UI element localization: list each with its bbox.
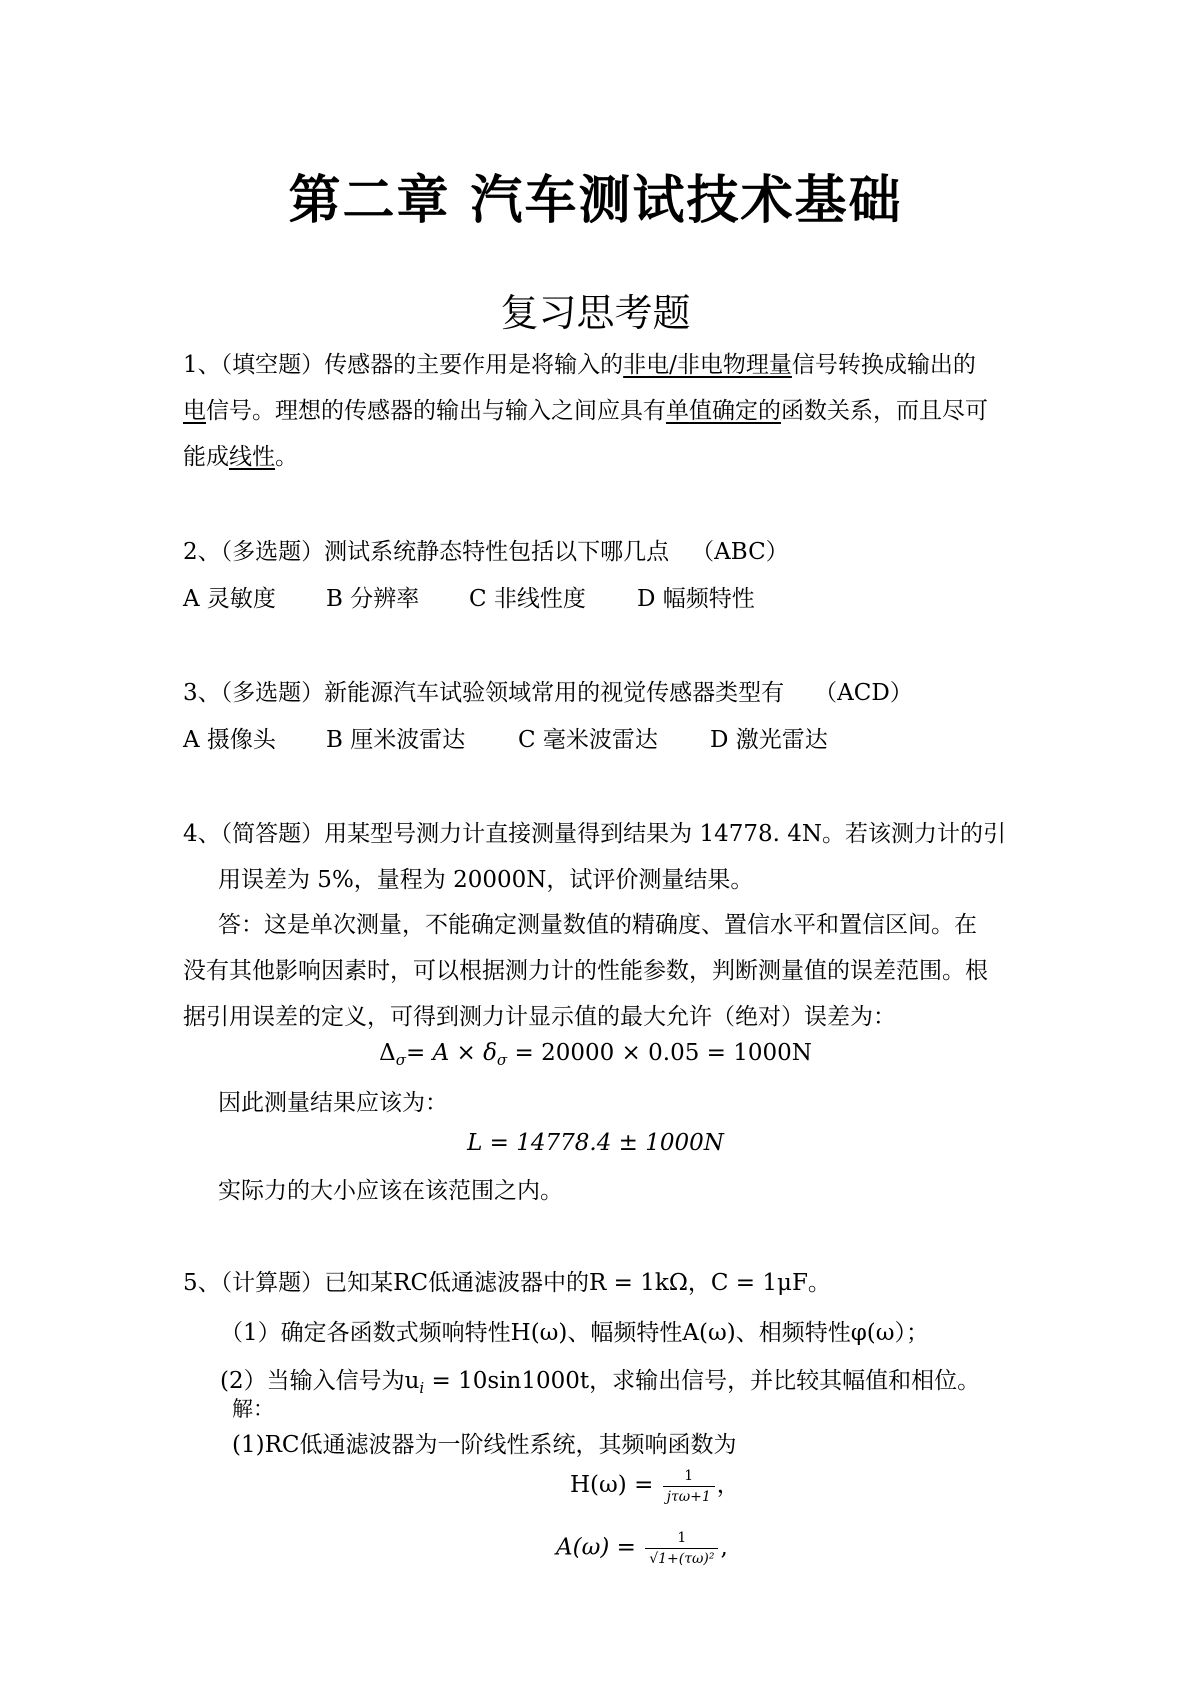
q3-option-b: B 厘米波雷达 bbox=[326, 727, 466, 753]
eq-h-tail: ， bbox=[716, 1472, 740, 1498]
eq-delta: Δ bbox=[379, 1040, 396, 1066]
q1-text: 信号。理想的传感器的输出与输入之间应具有 bbox=[206, 398, 666, 424]
eq-h-left: H(ω) = bbox=[570, 1472, 661, 1498]
q4-equation-1 bbox=[0, 1040, 1191, 1069]
chapter-title: 第二章 汽车测试技术基础 bbox=[288, 171, 903, 231]
q3-option-a: A 摄像头 bbox=[183, 727, 276, 753]
q5-text: (2）当输入信号为u bbox=[220, 1368, 420, 1394]
q1-text: 。 bbox=[275, 444, 298, 470]
q2-option-d: D 幅频特性 bbox=[637, 586, 755, 612]
eq-middle: = A × δ bbox=[405, 1040, 497, 1066]
eq-rest: = 20000 × 0.05 = 1000N bbox=[507, 1040, 812, 1066]
q5-solution-label: 解： bbox=[232, 1397, 274, 1421]
q4-answer-4: 因此测量结果应该为： bbox=[218, 1090, 448, 1116]
q1-blank-2: 电 bbox=[183, 398, 206, 424]
q3-option-d: D 激光雷达 bbox=[710, 727, 828, 753]
q2-options bbox=[183, 580, 755, 613]
eq-a-tail: , bbox=[720, 1534, 728, 1561]
q1-blank-4: 线性 bbox=[229, 444, 275, 470]
eq-a-numerator: 1 bbox=[645, 1530, 718, 1549]
q1-blank-3: 单值确定的 bbox=[666, 398, 781, 424]
q3-stem-text: 3、（多选题）新能源汽车试验领域常用的视觉传感器类型有 bbox=[183, 680, 785, 706]
q5-line-5: (1)RC低通滤波器为一阶线性系统，其频响函数为 bbox=[232, 1432, 737, 1458]
q4-answer-2: 没有其他影响因素时，可以根据测力计的性能参数，判断测量值的误差范围。根 bbox=[183, 958, 988, 984]
q4-answer-3: 据引用误差的定义，可得到测力计显示值的最大允许（绝对）误差为： bbox=[183, 1004, 896, 1030]
q2-stem-text: 2、（多选题）测试系统静态特性包括以下哪几点 bbox=[183, 539, 670, 565]
q1-line-2 bbox=[183, 392, 988, 425]
q3-options bbox=[183, 721, 828, 754]
q4-answer-5: 实际力的大小应该在该范围之内。 bbox=[218, 1178, 563, 1204]
q1-text: 信号转换成输出的 bbox=[791, 352, 976, 378]
q2-option-b: B 分辨率 bbox=[326, 586, 420, 612]
q5-line-1: 5、（计算题）已知某RC低通滤波器中的R = 1kΩ，C = 1μF。 bbox=[183, 1270, 831, 1296]
eq-h-numerator: 1 bbox=[663, 1468, 715, 1487]
q4-line-2: 用误差为 5%，量程为 20000N，试评价测量结果。 bbox=[218, 867, 754, 893]
q2-option-a: A 灵敏度 bbox=[183, 586, 276, 612]
eq-a-denominator: √1+(τω)² bbox=[649, 1551, 715, 1567]
q1-text: 函数关系，而且尽可 bbox=[781, 398, 988, 424]
q5-equation-a bbox=[556, 1530, 728, 1567]
q5-equation-h bbox=[570, 1466, 740, 1505]
eq-a-left: A(ω) = bbox=[556, 1534, 644, 1561]
q1-text: 能成 bbox=[183, 444, 229, 470]
q1-text: 1、（填空题）传感器的主要作用是将输入的 bbox=[183, 352, 624, 378]
q5-line-2: （1）确定各函数式频响特性H(ω)、幅频特性A(ω)、相频特性φ(ω）； bbox=[220, 1320, 930, 1346]
eq-h-fraction bbox=[663, 1468, 715, 1505]
q4-answer-1: 答：这是单次测量，不能确定测量数值的精确度、置信水平和置信区间。在 bbox=[218, 912, 977, 938]
section-subtitle: 复习思考题 bbox=[500, 291, 691, 335]
q3-option-c: C 毫米波雷达 bbox=[518, 727, 658, 753]
q2-option-c: C 非线性度 bbox=[469, 586, 586, 612]
q4-line-1: 4、（简答题）用某型号测力计直接测量得到结果为 14778. 4N。若该测力计的引 bbox=[183, 821, 1006, 847]
eq-a-fraction bbox=[645, 1530, 718, 1567]
q1-blank-1: 非电/非电物理量 bbox=[623, 352, 792, 378]
eq-subscript: σ bbox=[395, 1051, 406, 1069]
q5-subscript: i bbox=[419, 1379, 425, 1397]
q3-stem bbox=[183, 674, 913, 707]
q4-equation-2: L = 14778.4 ± 1000N bbox=[467, 1130, 724, 1156]
q1-line-3 bbox=[183, 438, 298, 471]
q2-answer: （ABC） bbox=[691, 539, 789, 565]
q5-text: = 10sin1000t，求输出信号，并比较其幅值和相位。 bbox=[424, 1368, 981, 1394]
q2-stem bbox=[183, 533, 789, 566]
q1-line-1 bbox=[183, 346, 976, 379]
q5-line-3 bbox=[220, 1362, 980, 1397]
eq-h-denominator: jτω+1 bbox=[666, 1488, 711, 1505]
eq-subscript: σ bbox=[496, 1051, 508, 1069]
q3-answer: （ACD） bbox=[814, 680, 913, 706]
